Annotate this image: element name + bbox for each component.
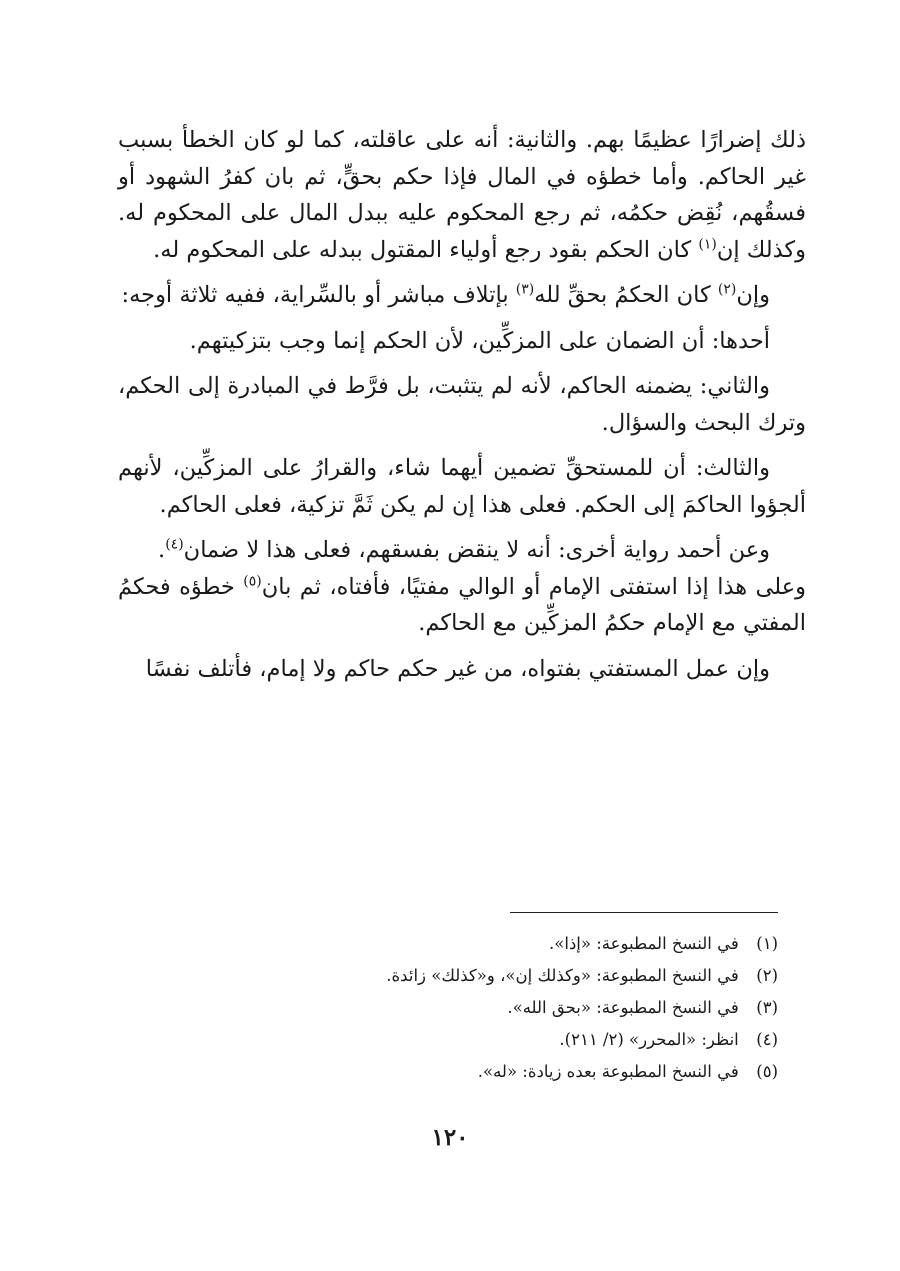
footnote-text: في النسخ المطبوعة: «بحق الله». [507, 998, 739, 1017]
paragraph-1-text-end: كان الحكم بقود رجع أولياء المقتول ببدله على المحكوم له. [153, 236, 699, 263]
paragraph-2 [118, 277, 806, 314]
paragraph-4: والثاني: يضمنه الحاكم، لأنه لم يتثبت، بل فرَّط في المبادرة إلى الحكم، وترك البحث والسؤال. [118, 373, 806, 436]
paragraph-2-text-end: بإتلاف مباشر أو بالسِّراية، ففيه ثلاثة أوجه: [121, 282, 516, 308]
footnote-text: في النسخ المطبوعة: «إذا». [549, 934, 739, 953]
footnote-number: (٣) [756, 998, 778, 1017]
footnote-2 [118, 960, 778, 992]
footnotes [118, 928, 778, 1088]
paragraph-5: والثالث: أن للمستحقِّ تضمين أيهما شاء، والقرارُ على المزكِّين، لأنهم ألجؤوا الحاكمَ إلى الحكم. فعلى هذا إن لم يكن ثَمَّ تزكية، فعلى الحاكم. [118, 455, 806, 518]
footnote-number: (٢) [756, 966, 778, 985]
footnote-text: في النسخ المطبوعة: «وكذلك إن»، و«كذلك» زائدة. [386, 966, 739, 985]
paragraph-1-text: ذلك إضرارًا عظيمًا بهم. والثانية: أنه على عاقلته، كما لو كان الخطأ بسبب غير الحاكم. وأما خطؤه في المال فإذا حكم بحقٍّ، ثم بان كفرُ الشهود أو فسقُهم، نُقِض حكمُه، ثم رجع المحكوم عليه ببدل المال على المحكوم له. وكذلك إن [118, 127, 806, 263]
main-text [118, 122, 806, 696]
footnote-4 [118, 1024, 778, 1056]
paragraph-1 [118, 122, 806, 268]
paragraph-6-period: . [158, 537, 166, 563]
footnote-text: انظر: «المحرر» (٢/ ٢١١). [559, 1030, 739, 1049]
paragraph-6-continued [118, 569, 806, 642]
paragraph-3: أحدها: أن الضمان على المزكِّين، لأن الحكم إنما وجب بتزكيتهم. [189, 327, 770, 354]
footnote-ref-4: (٤) [165, 536, 184, 553]
footnote-ref-3: (٣) [515, 281, 535, 298]
footnote-5 [118, 1056, 778, 1088]
paragraph-6 [118, 532, 806, 569]
paragraph-6-text-2: وعلى هذا إذا استفتى الإمام أو الوالي مفتيًا، فأفتاه، ثم بان [261, 573, 807, 600]
paragraph-6-text: وعن أحمد رواية أخرى: أنه لا ينقض بفسقهم، فعلى هذا لا ضمان [183, 537, 770, 563]
footnote-3 [118, 992, 778, 1024]
footnote-1 [118, 928, 778, 960]
paragraph-6-text-end: خطؤه فحكمُ المفتي مع الإمام حكمُ المزكِّين مع الحاكم. [118, 573, 806, 636]
paragraph-7: وإن عمل المستفتي بفتواه، من غير حكم حاكم ولا إمام، فأتلف نفسًا [145, 655, 770, 682]
footnote-text: في النسخ المطبوعة بعده زيادة: «له». [477, 1062, 739, 1081]
footnote-ref-2: (٢) [717, 281, 737, 298]
paragraph-2-text-mid: كان الحكمُ بحقِّ لله [534, 282, 718, 308]
page-number: ١٢٠ [431, 1124, 469, 1151]
footnote-number: (٤) [756, 1030, 778, 1049]
footnote-ref-1: (١) [698, 236, 717, 252]
footnote-number: (١) [756, 934, 778, 953]
footnote-ref-5: (٥) [243, 573, 262, 589]
footnote-separator [510, 912, 778, 913]
paragraph-2-text: وإن [736, 282, 770, 308]
footnote-number: (٥) [756, 1062, 778, 1081]
